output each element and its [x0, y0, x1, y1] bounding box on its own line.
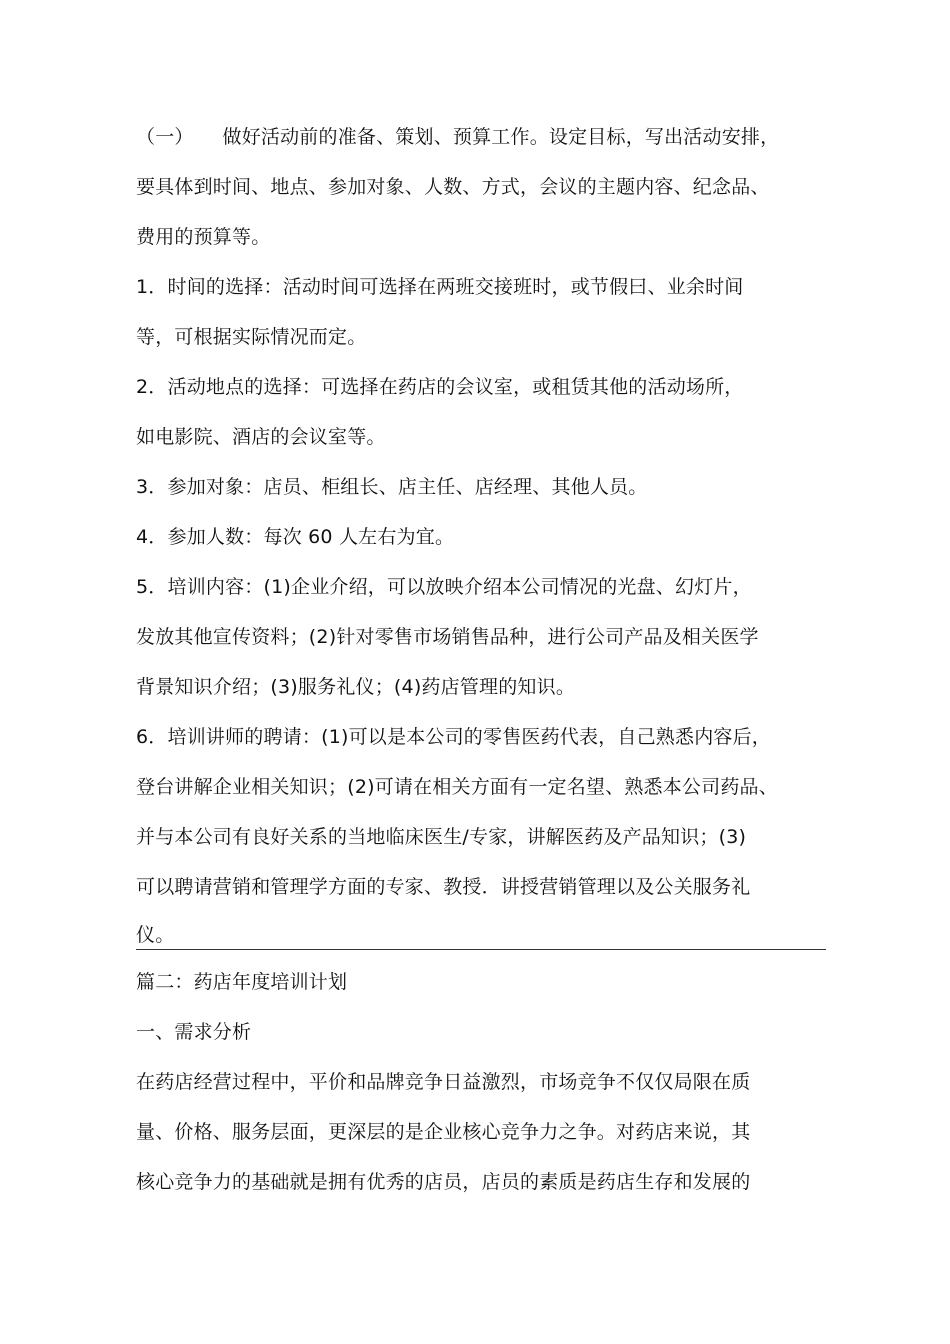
text-line: 1．时间的选择：活动时间可选择在两班交接班时，或节假曰、业余时间 [136, 276, 744, 298]
text-line: 等，可根据实际情况而定。 [136, 326, 367, 348]
text-line: （一） 做好活动前的准备、策划、预算工作。设定目标，写出活动安排， [136, 126, 780, 148]
section-heading: 篇二：药店年度培训计划 [136, 971, 348, 993]
text-line: 核心竞争力的基础就是拥有优秀的店员，店员的素质是药店生存和发展的 [136, 1171, 751, 1193]
text-line: 4．参加人数：每次 60 人左右为宜。 [136, 526, 455, 548]
text-line: 发放其他宣传资料；(2)针对零售市场销售品种，进行公司产品及相关医学 [136, 626, 759, 648]
text-line: 6．培训讲师的聘请：(1)可以是本公司的零售医药代表，自己熟悉内容后， [136, 726, 772, 748]
text-line: 背景知识介绍；(3)服务礼仪；(4)药店管理的知识。 [136, 676, 576, 698]
text-line: 3．参加对象：店员、柜组长、店主任、店经理、其他人员。 [136, 476, 648, 498]
text-line: 可以聘请营销和管理学方面的专家、教授．讲授营销管理以及公关服务礼 [136, 876, 751, 898]
text-line: 要具体到时间、地点、参加对象、人数、方式，会议的主题内容、纪念品、 [136, 176, 770, 198]
text-line: 如电影院、酒店的会议室等。 [136, 426, 386, 448]
text-line: 费用的预算等。 [136, 226, 271, 248]
section-divider [136, 949, 826, 950]
text-line: 并与本公司有良好关系的当地临床医生/专家，讲解医药及产品知识；(3) [136, 826, 747, 848]
text-line: 5．培训内容：(1)企业介绍，可以放映介绍本公司情况的光盘、幻灯片， [136, 576, 752, 598]
text-line: 在药店经营过程中，平价和品牌竞争日益激烈，市场竞争不仅仅局限在质 [136, 1071, 751, 1093]
text-line: 登台讲解企业相关知识；(2)可请在相关方面有一定名望、熟悉本公司药品、 [136, 776, 778, 798]
subsection-heading: 一、需求分析 [136, 1021, 252, 1043]
text-line: 量、价格、服务层面，更深层的是企业核心竞争力之争。对药店来说，其 [136, 1121, 751, 1143]
text-line: 2．活动地点的选择：可选择在药店的会议室，或租赁其他的活动场所， [136, 376, 744, 398]
text-line: 仪。 [136, 924, 175, 946]
